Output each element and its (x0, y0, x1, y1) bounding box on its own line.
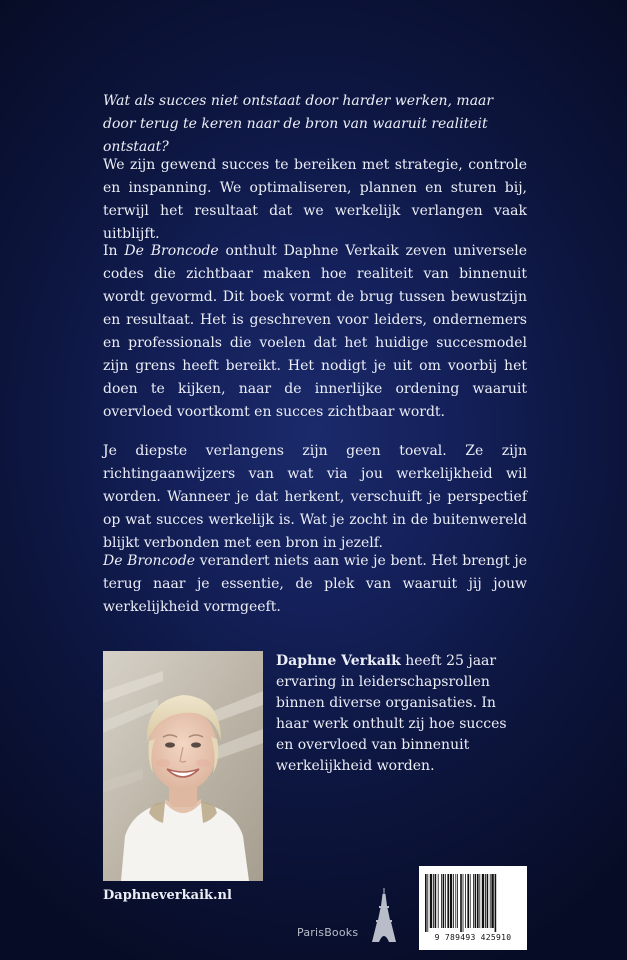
barcode-bar (447, 874, 449, 928)
barcode-bar (475, 874, 477, 928)
barcode-bar (465, 874, 466, 928)
book-title-inline: De Broncode (124, 243, 219, 259)
paragraph-2-prefix: In (103, 243, 125, 259)
book-title-inline: De Broncode (103, 553, 196, 569)
publisher-name: ParisBooks (297, 926, 359, 939)
barcode-bar (450, 874, 452, 928)
intro-question: Wat als succes niet ontstaat door harder werken, maar door terug te keren naar de bron van waaruit realiteit ontstaat? (103, 93, 494, 155)
barcode-bar (463, 874, 464, 932)
barcode-bar (470, 874, 471, 928)
paragraph-1: We zijn gewend succes te bereiken met strategie, controle en inspanning. We optimaliseren, plannen en sturen bij, terwijl het resultaat dat we werkelijk verlangen vaak uitblijft. (103, 157, 527, 242)
isbn-barcode (419, 866, 527, 950)
barcode-bar (495, 874, 497, 932)
author-bio (276, 651, 526, 777)
isbn-number: 9 789493 425910 (434, 933, 512, 942)
barcode-bar (430, 874, 432, 928)
paragraph-3: Je diepste verlangens zijn geen toeval. Ze zijn richtingaanwijzers van wat via jou werkelijkheid wil worden. Wanneer je dat herkent, verschuift je perspectief op wat succes werkelijk is. Wat je zocht in de buitenwereld blijkt verbonden met een bron in jezelf. (103, 443, 527, 551)
paragraph-2-text: onthult Daphne Verkaik zeven universele codes die zichtbaar maken hoe realiteit van binnenuit wordt gevormd. Dit boek vormt de brug tussen bewustzijn en resultaat. Het is geschreven voor leiders, ondernemers en professionals die voelen dat het huidige succesmodel zijn grens heeft bereikt. Het nodigt je uit om voorbij het doen te kijken, naar de innerlijke ordening waaruit overvloed voortkomt en succes zichtbaar wordt. (103, 243, 528, 420)
author-photo (103, 651, 263, 881)
paragraph-4 (103, 550, 527, 619)
author-website[interactable]: Daphneverkaik.nl (103, 888, 232, 903)
paragraph-2 (103, 240, 527, 424)
barcode-bar (441, 874, 442, 928)
barcode-bar (457, 874, 458, 928)
barcode-bar (460, 874, 462, 932)
barcode-bar (473, 874, 474, 928)
barcode-bar (427, 874, 428, 932)
barcode-bar (438, 874, 439, 928)
barcode-bar (433, 874, 434, 928)
barcode-bar (453, 874, 454, 928)
author-bio-text: heeft 25 jaar ervaring in leiderschapsrollen binnen diverse organisaties. In haar werk onthult zij hoe succes en overvloed van binnenuit werkelijkheid worden. (276, 653, 507, 774)
barcode-bar (487, 874, 489, 928)
publisher-logo (297, 888, 407, 944)
author-name: Daphne Verkaik (276, 653, 401, 669)
barcode-bar (425, 874, 427, 932)
barcode-bar (435, 874, 437, 928)
barcode-bar (445, 874, 446, 928)
barcode-bar (467, 874, 469, 928)
barcode-bar (485, 874, 486, 928)
barcode-bar (479, 874, 480, 928)
eiffel-tower-icon (371, 888, 397, 942)
barcode-bar (443, 874, 445, 928)
barcode-bars (423, 874, 523, 932)
barcode-bar (482, 874, 484, 928)
barcode-bar (477, 874, 479, 928)
barcode-bar (490, 874, 491, 928)
paragraph-4-text: verandert niets aan wie je bent. Het brengt je terug naar je essentie, de plek van waaruit jij jouw werkelijkheid vormgeeft. (103, 553, 528, 615)
barcode-bar (455, 874, 456, 928)
barcode-bar (491, 874, 493, 928)
